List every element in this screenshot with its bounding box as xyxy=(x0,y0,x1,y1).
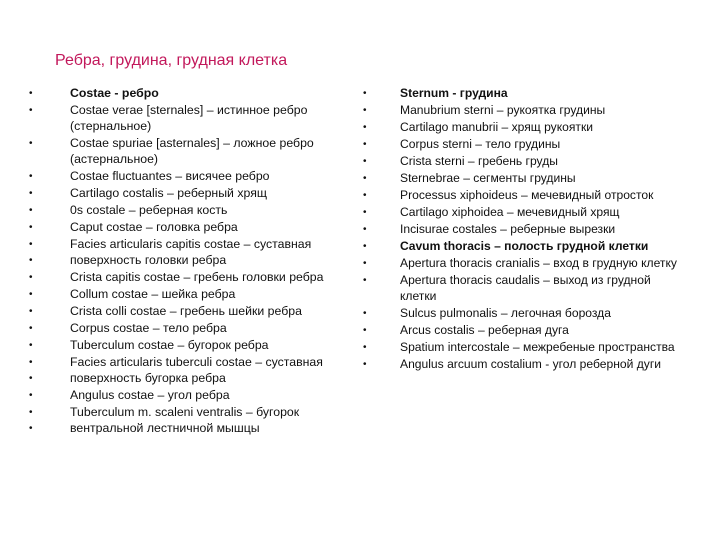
bullet-icon: • xyxy=(29,422,33,434)
bullet-icon: • xyxy=(363,156,367,167)
bullet-icon: • xyxy=(29,238,33,250)
bullet-icon: • xyxy=(363,105,367,116)
term-text: Processus xiphoideus – мечевидный отросток xyxy=(400,188,654,202)
list-item xyxy=(363,154,683,170)
list-item xyxy=(363,103,683,119)
list-item xyxy=(29,287,364,303)
term-text: Cartilago costalis – реберный хрящ xyxy=(70,185,267,200)
term-text: Costae verae [sternales] – истинное ребро (стернальное) xyxy=(70,103,308,133)
term-text: 0s costale – реберная кость xyxy=(70,202,228,217)
term-text: Incisurae costales – реберные вырезки xyxy=(400,222,616,236)
bullet-icon: • xyxy=(29,254,33,266)
bullet-icon: • xyxy=(29,356,33,368)
term-text: Costae - ребро xyxy=(70,86,159,100)
bullet-icon: • xyxy=(363,122,367,133)
list-item xyxy=(363,188,683,204)
term-text: Tuberculum costae – бугорок ребра xyxy=(70,337,269,352)
bullet-icon: • xyxy=(363,224,367,235)
bullet-icon: • xyxy=(29,339,33,351)
term-text: Crista sterni – гребень груды xyxy=(400,154,558,168)
bullet-icon: • xyxy=(363,307,367,319)
bullet-icon: • xyxy=(29,322,33,334)
bullet-icon: • xyxy=(29,137,33,149)
term-text: Collum costae – шейка ребра xyxy=(70,286,236,301)
list-item xyxy=(29,388,364,404)
bullet-icon: • xyxy=(363,88,367,99)
bullet-icon: • xyxy=(363,207,367,218)
list-item xyxy=(29,355,364,387)
list-item xyxy=(363,340,683,356)
bullet-icon: • xyxy=(29,389,33,401)
term-text: Apertura thoracis cranialis – вход в грудную клетку xyxy=(400,256,677,270)
bullet-icon: • xyxy=(29,204,33,216)
bullet-icon: • xyxy=(29,372,33,384)
list-item xyxy=(29,203,364,219)
list-item xyxy=(363,273,683,305)
bullet-icon: • xyxy=(363,190,367,201)
bullet-icon: • xyxy=(29,187,33,199)
bullet-icon: • xyxy=(363,258,367,269)
page-title: Ребра, грудина, грудная клетка xyxy=(55,52,288,69)
bullet-icon: • xyxy=(29,305,33,317)
rib-terms-list xyxy=(29,86,364,436)
bullet-icon: • xyxy=(363,341,367,353)
bullet-icon: • xyxy=(363,173,367,184)
list-item xyxy=(363,205,683,221)
list-item xyxy=(363,239,683,255)
list-item xyxy=(29,270,364,286)
term-text: Costae fluctuantes – висячее ребро xyxy=(70,168,270,183)
term-text: Apertura thoracis caudalis – выход из грудной клетки xyxy=(400,273,651,303)
list-item xyxy=(29,186,364,202)
list-item xyxy=(29,321,364,337)
list-item xyxy=(363,171,683,187)
bullet-icon: • xyxy=(29,88,33,99)
bullet-icon: • xyxy=(29,170,33,182)
list-item xyxy=(29,86,364,102)
bullet-icon: • xyxy=(363,358,367,370)
left-column xyxy=(29,86,364,438)
bullet-icon: • xyxy=(363,139,367,150)
term-text: Caput costae – головка ребра xyxy=(70,219,238,234)
term-text: Sulcus pulmonalis – легочная борозда xyxy=(400,305,611,320)
list-item xyxy=(363,120,683,136)
term-text: Costae spuriae [asternales] – ложное ребро (астернальное) xyxy=(70,135,314,166)
term-text: Angulus arcuum costalium - угол реберной дуги xyxy=(400,356,661,371)
list-item xyxy=(29,338,364,354)
term-text: Corpus costae – тело ребра xyxy=(70,320,227,335)
list-item xyxy=(363,86,683,102)
bullet-icon: • xyxy=(363,241,367,252)
right-column xyxy=(363,86,683,374)
list-item xyxy=(29,237,364,269)
term-text: Manubrium sterni – рукоятка грудины xyxy=(400,103,606,117)
term-text: Corpus sterni – тело грудины xyxy=(400,137,561,151)
term-text: Crista capitis costae – гребень головки ребра xyxy=(70,269,324,284)
term-text: Cavum thoracis – полость грудной клетки xyxy=(400,239,649,253)
list-item xyxy=(29,405,364,437)
bullet-icon: • xyxy=(363,275,367,286)
term-text: Arcus costalis – реберная дуга xyxy=(400,322,569,337)
term-text: Tuberculum m. scaleni ventralis – бугорок вентральной лестничной мышцы xyxy=(70,404,300,435)
bullet-icon: • xyxy=(29,221,33,233)
term-text: Sternum - грудина xyxy=(400,86,508,100)
bullet-icon: • xyxy=(29,406,33,418)
list-item xyxy=(29,136,364,168)
list-item xyxy=(363,306,683,322)
bullet-icon: • xyxy=(29,271,33,283)
term-text: Facies articularis capitis costae – суставная поверхность головки ребра xyxy=(70,236,312,267)
list-item xyxy=(363,323,683,339)
list-item xyxy=(29,169,364,185)
term-text: Cartilago xiphoidea – мечевидный хрящ xyxy=(400,205,620,219)
list-item xyxy=(29,220,364,236)
term-text: Cartilago manubrii – хрящ рукоятки xyxy=(400,120,594,134)
bullet-icon: • xyxy=(29,105,33,116)
list-item xyxy=(29,304,364,320)
list-item xyxy=(363,222,683,238)
bullet-icon: • xyxy=(363,324,367,336)
bullet-icon: • xyxy=(29,288,33,300)
term-text: Angulus costae – угол ребра xyxy=(70,387,230,402)
term-text: Crista colli costae – гребень шейки ребра xyxy=(70,303,302,318)
sternum-terms-list xyxy=(363,86,683,373)
list-item xyxy=(363,137,683,153)
list-item xyxy=(29,103,364,135)
term-text: Facies articularis tuberculi costae – суставная поверхность бугорка ребра xyxy=(70,354,323,385)
list-item xyxy=(363,256,683,272)
term-text: Spatium intercostale – межребеные пространства xyxy=(400,339,675,354)
list-item xyxy=(363,357,683,373)
term-text: Sternebrae – сегменты грудины xyxy=(400,171,576,185)
